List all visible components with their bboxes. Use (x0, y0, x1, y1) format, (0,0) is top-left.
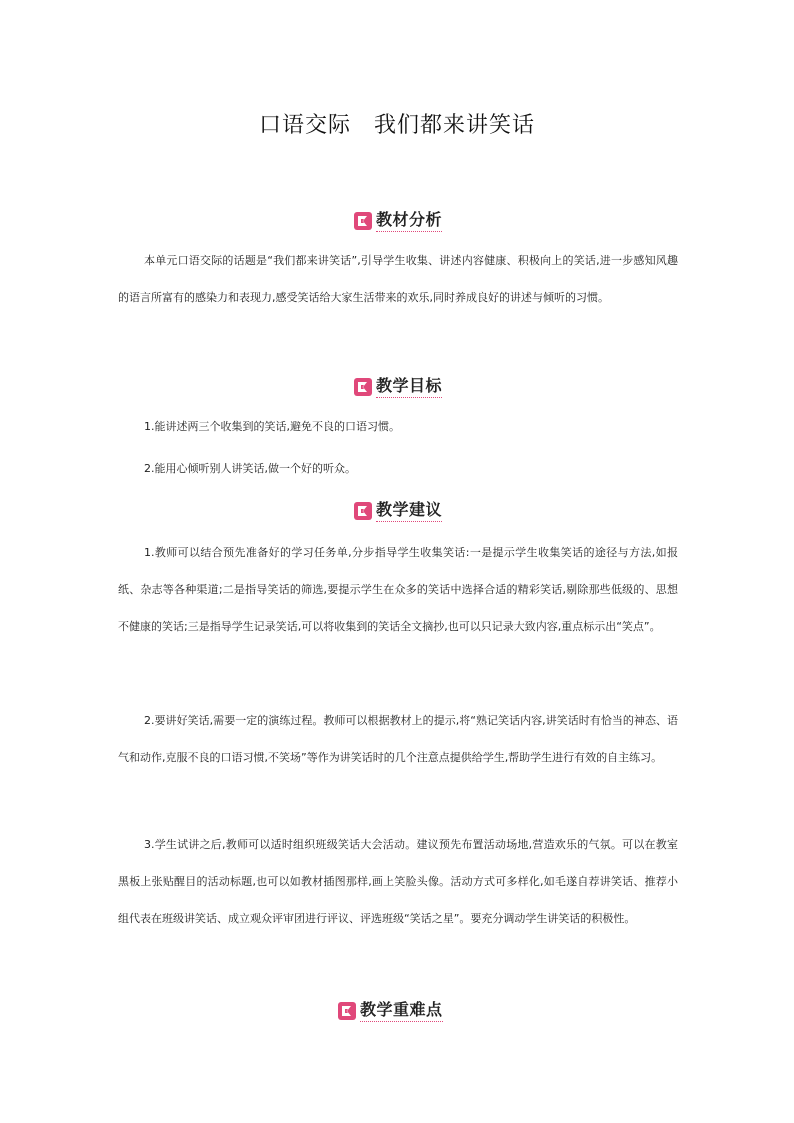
section-heading-label: 教学重难点 (360, 1000, 443, 1022)
section-heading-label: 教材分析 (376, 210, 442, 232)
paragraph-goal-2: 2.能用心倾听别人讲笑话,做一个好的听众。 (144, 462, 356, 475)
paragraph-analysis: 本单元口语交际的话题是“我们都来讲笑话”,引导学生收集、讲述内容健康、积极向上的笑话,进一步感知风趣的语言所富有的感染力和表现力,感受笑话给大家生活带来的欢乐,同时养成良好的讲述与倾听的习惯。 (118, 254, 678, 304)
paragraph-suggestion-3: 3.学生试讲之后,教师可以适时组织班级笑话大会活动。建议预先布置活动场地,营造欢乐的气氛。可以在教室黑板上张贴醒目的活动标题,也可以如教材插图那样,画上笑脸头像。活动方式可多样化,如毛遂自荐讲笑话、推荐小组代表在班级讲笑话、成立观众评审团进行评议、评选班级“笑话之星”。要充分调动学生讲笑话的积极性。 (118, 838, 678, 925)
section-heading-suggestions (354, 498, 442, 524)
section-heading-label: 教学建议 (376, 500, 442, 522)
section-heading-label: 教学目标 (376, 376, 442, 398)
paragraph-suggestion-2: 2.要讲好笑话,需要一定的演练过程。教师可以根据教材上的提示,将“熟记笑话内容,讲笑话时有恰当的神态、语气和动作,克服不良的口语习惯,不笑场”等作为讲笑话时的几个注意点提供给学生,帮助学生进行有效的自主练习。 (118, 714, 678, 764)
pink-arrow-badge-icon (354, 502, 372, 520)
paragraph-suggestion-1: 1.教师可以结合预先准备好的学习任务单,分步指导学生收集笑话:一是提示学生收集笑话的途径与方法,如报纸、杂志等各种渠道;二是指导笑话的筛选,要提示学生在众多的笑话中选择合适的精彩笑话,剔除那些低级的、思想不健康的笑话;三是指导学生记录笑话,可以将收集到的笑话全文摘抄,也可以只记录大致内容,重点标示出“笑点”。 (118, 546, 678, 633)
pink-arrow-badge-icon (354, 378, 372, 396)
section-heading-analysis (354, 208, 442, 234)
pink-arrow-badge-icon (354, 212, 372, 230)
paragraph-goal-1: 1.能讲述两三个收集到的笑话,避免不良的口语习惯。 (144, 420, 400, 433)
section-heading-difficulties (338, 998, 443, 1024)
section-heading-goals (354, 374, 442, 400)
pink-arrow-badge-icon (338, 1002, 356, 1020)
page-title: 口语交际 我们都来讲笑话 (258, 113, 535, 138)
